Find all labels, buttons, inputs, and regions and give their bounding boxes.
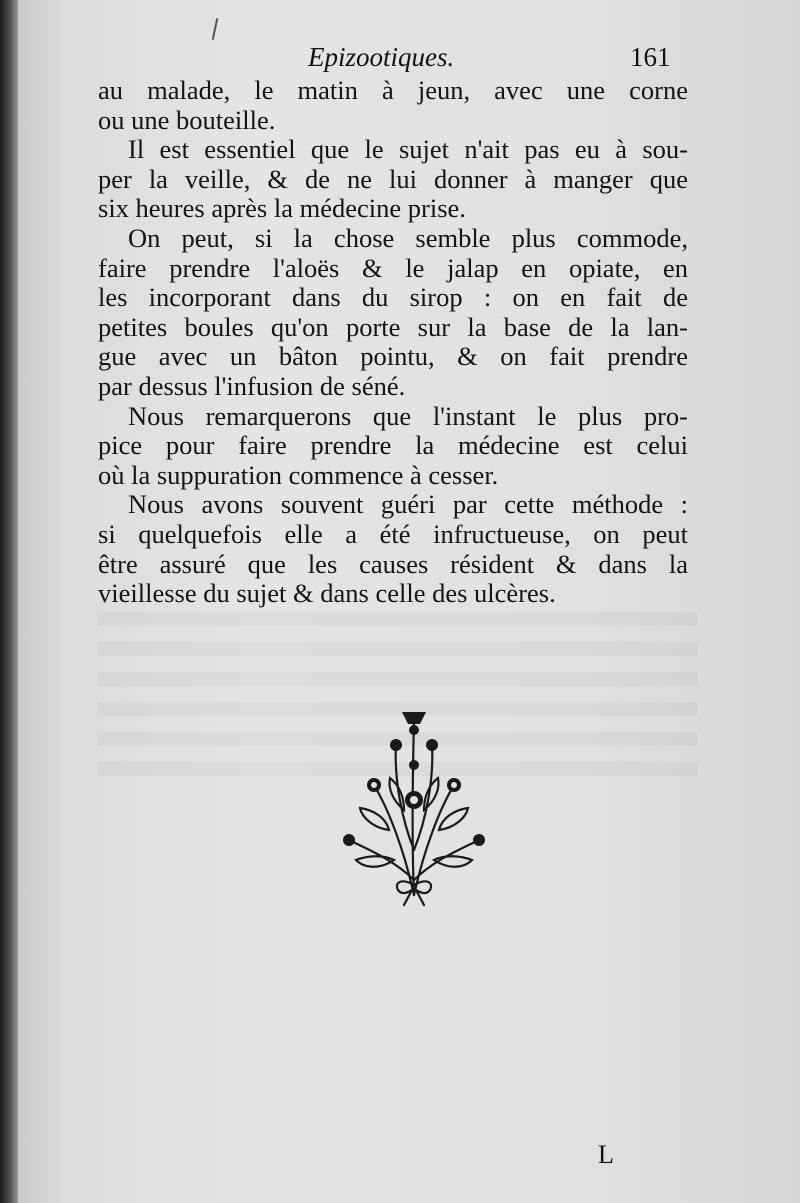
text-line: pice pour faire prendre la médecine est celui: [98, 430, 688, 461]
paragraph: [98, 135, 688, 224]
text-line: vieillesse du sujet & dans celle des ulcères.: [98, 578, 556, 609]
page-number: 161: [630, 42, 671, 72]
floral-ornament-icon: [334, 700, 494, 915]
book-gutter: [0, 0, 18, 1203]
text-line: être assuré que les causes résident & dans la: [98, 548, 688, 579]
running-title: Epizootiques.: [308, 42, 455, 72]
page-header: [18, 42, 800, 78]
text-line: gue avec un bâton pointu, & on fait prendre: [98, 341, 688, 372]
text-line: six heures après la médecine prise.: [98, 193, 466, 224]
text-line: si quelquefois elle a été infructueuse, on peut: [98, 518, 688, 549]
text-line: où la suppuration commence à cesser.: [98, 459, 499, 490]
text-line: On peut, si la chose semble plus commode,: [128, 222, 688, 253]
body-text: [98, 76, 688, 609]
text-line: les incorporant dans du sirop : on en fait de: [98, 282, 688, 313]
text-line: au malade, le matin à jeun, avec une corne: [98, 75, 688, 105]
paragraph: [98, 76, 688, 135]
ink-mark: [212, 18, 219, 40]
paragraph: [98, 402, 688, 491]
text-line: Il est essentiel que le sujet n'ait pas eu à sou-: [128, 134, 688, 165]
text-line: Nous avons souvent guéri par cette méthode :: [128, 489, 688, 520]
text-line: per la veille, & de ne lui donner à manger que: [98, 163, 688, 194]
book-page: [18, 0, 800, 1203]
text-line: faire prendre l'aloës & le jalap en opiate, en: [98, 252, 688, 283]
text-line: ou une bouteille.: [98, 104, 276, 135]
text-line: par dessus l'infusion de séné.: [98, 370, 406, 401]
paragraph: [98, 224, 688, 402]
signature-mark: L: [598, 1140, 614, 1169]
text-line: Nous remarquerons que l'instant le plus pro-: [128, 400, 688, 431]
paragraph: [98, 490, 688, 608]
text-line: petites boules qu'on porte sur la base de la lan-: [98, 311, 688, 342]
